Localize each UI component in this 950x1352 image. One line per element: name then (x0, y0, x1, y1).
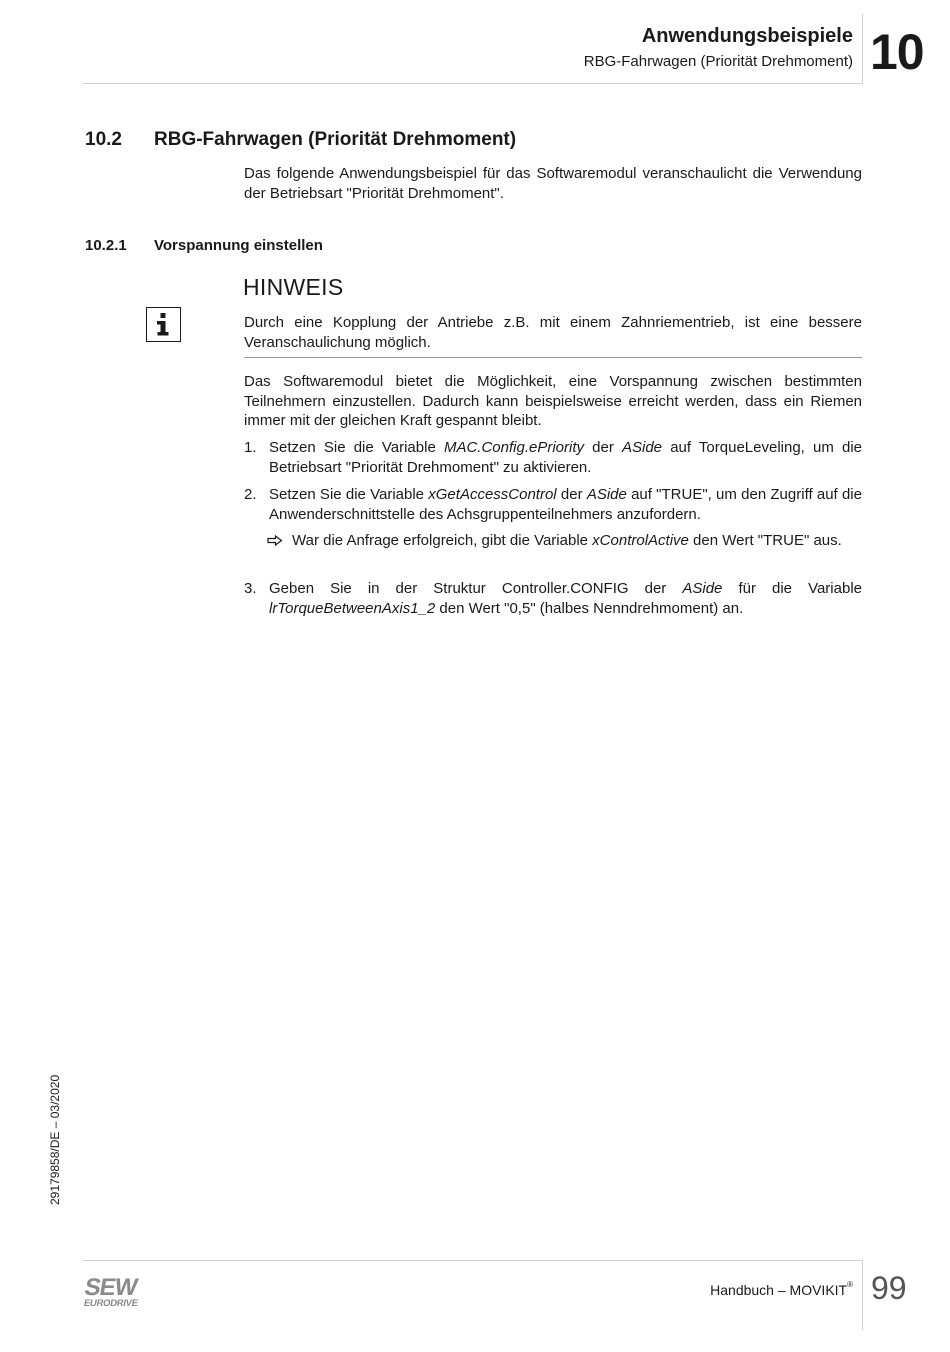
logo-sub-text: EURODRIVE (83, 1298, 139, 1309)
step-result (267, 531, 862, 551)
intro-paragraph: Das folgende Anwendungsbeispiel für das Softwaremodul veranschaulicht die Verwendung der Betriebsart "Priorität Drehmoment". (244, 165, 862, 202)
header-rule (83, 83, 863, 84)
note-rule (244, 357, 862, 358)
variable-name: lrTorqueBetweenAxis1_2 (269, 599, 436, 617)
trademark-symbol: ® (847, 1280, 853, 1289)
step-text-part: den Wert "0,5" (halbes Nenndrehmoment) an. (435, 599, 744, 617)
header-subtitle: RBG-Fahrwagen (Priorität Drehmoment) (583, 53, 853, 70)
step-text-part: auf "TRUE", um den Zugriff auf die Anwenderschnittstelle des Achsgruppenteilnehmers anzufordern. (269, 486, 862, 523)
step-text-part: für die Variable (722, 580, 862, 597)
body-paragraph: Das Softwaremodul bietet die Möglichkeit, eine Vorspannung zwischen bestimmten Teilnehmern einzustellen. Dadurch kann beispielsweise erreicht werden, dass ein Riemen immer mit der gleichen Kraft gespannt bleibt. (244, 373, 862, 429)
result-text (292, 531, 862, 551)
step-text (269, 438, 862, 477)
variable-name: xGetAccessControl (428, 486, 557, 503)
info-icon (146, 307, 181, 342)
subsection-title: Vorspannung einstellen (154, 237, 323, 254)
step-number: 1. (244, 439, 257, 456)
document-number: 29179858/DE – 03/2020 (48, 1074, 62, 1205)
section-number: 10.2 (85, 129, 122, 150)
step-text-part: Setzen Sie die Variable (269, 439, 444, 456)
result-text-part: War die Anfrage erfolgreich, gibt die Variable (292, 532, 593, 549)
variable-name: ASide (682, 580, 723, 597)
step-item (244, 438, 862, 477)
header-divider (862, 14, 863, 84)
subsection-heading (85, 237, 323, 254)
result-text-part: den Wert "TRUE" aus. (688, 532, 842, 549)
subsection-number: 10.2.1 (85, 237, 127, 254)
result-arrow-icon (267, 535, 283, 546)
step-text (269, 485, 862, 524)
step-text (269, 579, 862, 618)
note-text: Durch eine Kopplung der Antriebe z.B. mit einem Zahnriementrieb, ist eine bessere Veranschaulichung möglich. (244, 314, 862, 351)
step-text-part: auf TorqueLeveling, um die Betriebsart "Priorität Drehmoment" zu aktivieren. (269, 439, 863, 476)
footer-divider (862, 1260, 863, 1330)
header-title: Anwendungsbeispiele (641, 25, 853, 47)
footer-rule (83, 1260, 863, 1261)
sew-eurodrive-logo (83, 1275, 155, 1314)
variable-name: ASide (586, 486, 627, 503)
page-number: 99 (871, 1270, 907, 1306)
footer-document-title (710, 1282, 853, 1298)
step-text-part: Setzen Sie die Variable (269, 486, 429, 503)
step-text-part: Geben Sie in der Struktur Controller.CONFIG der (269, 580, 683, 597)
variable-name: ASide (622, 439, 663, 456)
variable-name: MAC.Config.ePriority (443, 439, 584, 456)
chapter-number: 10 (870, 24, 924, 80)
footer-doc-text: Handbuch – MOVIKIT (710, 1282, 848, 1298)
step-text-part: der (556, 486, 587, 503)
variable-name: xControlActive (592, 532, 689, 549)
step-item (244, 579, 862, 618)
logo-main-text: SEW (83, 1275, 139, 1301)
step-text-part: der (584, 439, 622, 456)
step-item (244, 485, 862, 524)
section-title: RBG-Fahrwagen (Priorität Drehmoment) (154, 129, 517, 150)
step-number: 3. (244, 580, 257, 597)
section-heading (85, 129, 516, 151)
note-title: HINWEIS (243, 274, 344, 300)
step-number: 2. (244, 486, 257, 503)
